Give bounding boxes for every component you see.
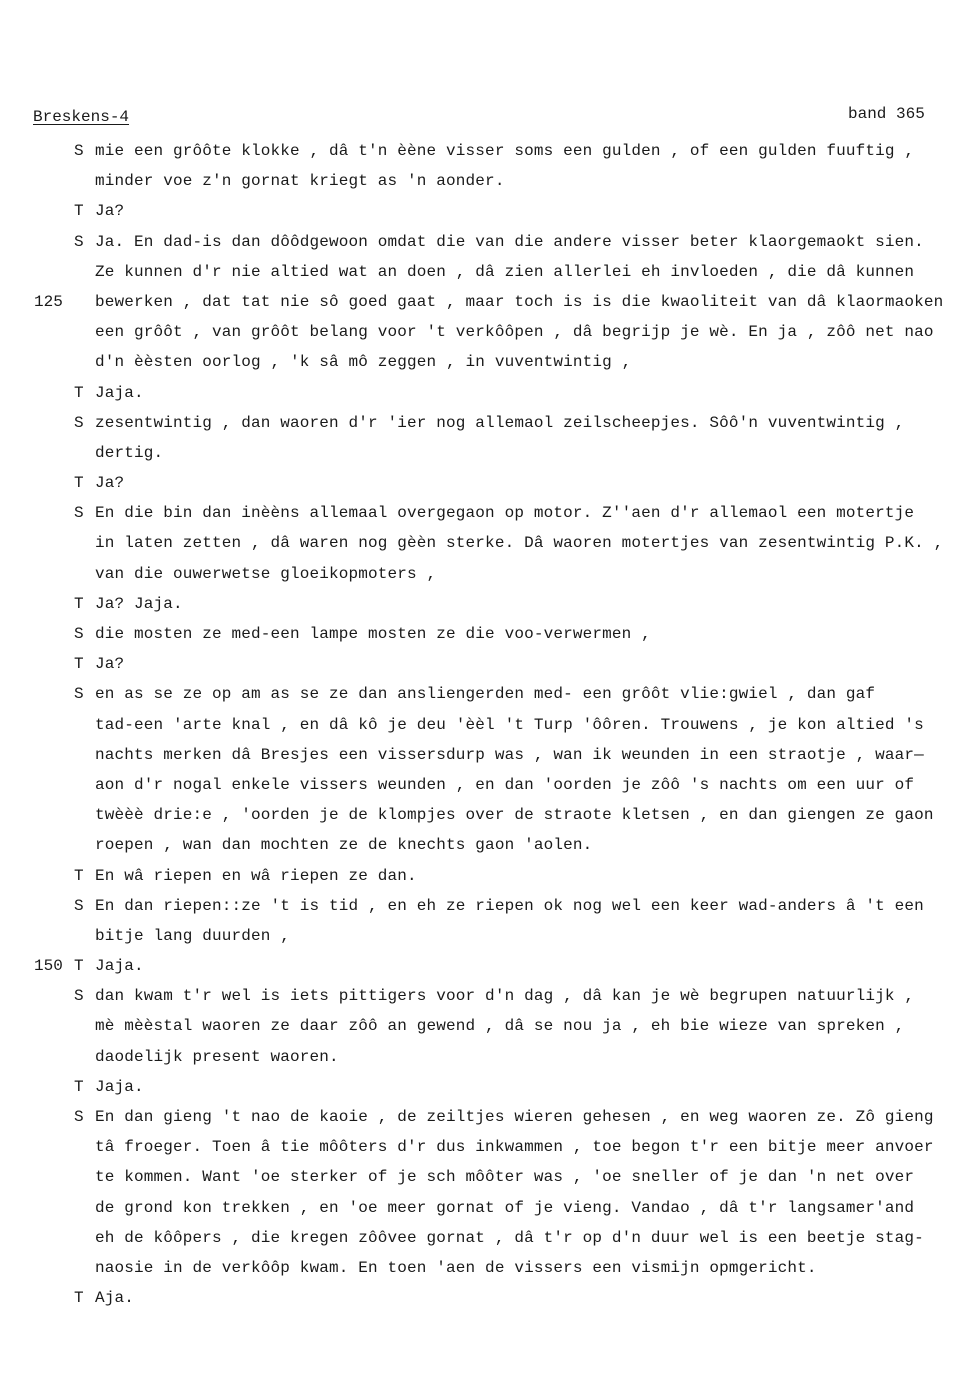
- transcript-line: [0, 861, 979, 891]
- utterance-text: En wâ riepen en wâ riepen ze dan.: [95, 866, 417, 885]
- utterance-text: d'n èèsten oorlog , 'k sâ mô zeggen , in vuventwintig ,: [95, 353, 632, 372]
- speaker-label: S: [74, 987, 84, 1006]
- utterance-text: En dan riepen::ze 't is tid , en eh ze riepen ok nog wel een keer wad-anders â 't een: [95, 896, 924, 915]
- utterance-text: minder voe z'n gornat kriegt as 'n aonder.: [95, 172, 505, 191]
- utterance-text: En die bin dan inèèns allemaal overgegaon op motor. Z''aen d'r allemaol een motertje: [95, 504, 915, 523]
- utterance-text: Aja.: [95, 1289, 135, 1308]
- utterance-text: Ja?: [95, 202, 125, 221]
- utterance-text: Ja. En dad-is dan dôôdgewoon omdat die van die andere visser beter klaorgemaokt sien.: [95, 232, 924, 251]
- utterance-text: die mosten ze med-een lampe mosten ze die voo-verwermen ,: [95, 625, 651, 643]
- transcript-line: [0, 891, 979, 921]
- transcript-line: [0, 227, 979, 257]
- transcript-line: [0, 408, 979, 438]
- transcript-line: [0, 287, 979, 317]
- transcript-line: [0, 468, 979, 498]
- speaker-label: S: [74, 504, 84, 523]
- utterance-text: Ja? Jaja.: [95, 594, 183, 613]
- transcript-line: [0, 800, 979, 830]
- transcript-body: [0, 136, 979, 1313]
- speaker-label: T: [74, 655, 84, 674]
- utterance-text: dertig.: [95, 443, 164, 462]
- utterance-text: dan kwam t'r wel is iets pittigers voor d'n dag , dâ kan je wè begrupen natuurlijk ,: [95, 987, 915, 1006]
- transcript-line: [0, 196, 979, 226]
- utterance-text: Jaja.: [95, 1077, 144, 1096]
- transcript-line: [0, 559, 979, 589]
- utterance-text: naosie in de verkôôp kwam. En toen 'aen de vissers een vismijn opmgericht.: [95, 1258, 817, 1277]
- utterance-text: tad-een 'arte knal , en dâ kô je deu 'èèl 't Turp 'ôôren. Trouwens , je kon altied 's: [95, 715, 924, 734]
- utterance-text: van die ouwerwetse gloeikopmoters ,: [95, 564, 437, 583]
- utterance-text: bewerken , dat tat nie sô goed gaat , maar toch is is die kwaoliteit van dâ klaormaoken: [95, 292, 944, 311]
- transcript-line: [0, 1011, 979, 1041]
- transcript-line: [0, 1193, 979, 1223]
- speaker-label: S: [74, 685, 84, 704]
- utterance-text: en as se ze op am as se ze dan ansliengerden med- een grôôt vlie:gwiel , dan gaf: [95, 685, 876, 704]
- transcript-line: [0, 317, 979, 347]
- transcript-line: [0, 166, 979, 196]
- tape-number: band 365: [848, 105, 925, 123]
- transcript-line: [0, 498, 979, 528]
- utterance-text: mie een grôôte klokke , dâ t'n èène visser soms een gulden , of een gulden fuuftig ,: [95, 142, 915, 160]
- speaker-label: T: [74, 474, 84, 493]
- speaker-label: T: [74, 1289, 84, 1308]
- transcript-line: [0, 589, 979, 619]
- speaker-label: T: [74, 957, 84, 976]
- utterance-text: zesentwintig , dan waoren d'r 'ier nog allemaol zeilscheepjes. Sôô'n vuventwintig ,: [95, 413, 905, 432]
- speaker-label: T: [74, 866, 84, 885]
- transcript-line: [0, 347, 979, 377]
- utterance-text: tâ froeger. Toen â tie môôters d'r dus inkwammen , toe begon t'r een bitje meer anvoer: [95, 1138, 934, 1157]
- line-number: 125: [34, 292, 63, 311]
- transcript-line: [0, 710, 979, 740]
- utterance-text: in laten zetten , dâ waren nog gèèn sterke. Dâ waoren motertjes van zesentwintig P.K. ,: [95, 534, 944, 553]
- utterance-text: Jaja.: [95, 957, 144, 976]
- transcript-line: [0, 1253, 979, 1283]
- transcript-line: [0, 136, 979, 166]
- utterance-text: te kommen. Want 'oe sterker of je sch môôter was , 'oe sneller of je dan 'n net over: [95, 1168, 915, 1187]
- utterance-text: een grôôt , van grôôt belang voor 't verkôôpen , dâ begrijp je wè. En ja , zôô net nao: [95, 323, 934, 342]
- transcript-line: [0, 951, 979, 981]
- utterance-text: Ja?: [95, 474, 125, 493]
- utterance-text: Ja?: [95, 655, 125, 674]
- speaker-label: S: [74, 142, 84, 160]
- transcript-line: [0, 528, 979, 558]
- utterance-text: Jaja.: [95, 383, 144, 402]
- line-number: 150: [34, 957, 63, 976]
- transcript-line: [0, 740, 979, 770]
- speaker-label: T: [74, 383, 84, 402]
- speaker-label: S: [74, 1108, 84, 1126]
- transcript-line: [0, 1223, 979, 1253]
- transcript-line: [0, 438, 979, 468]
- utterance-text: eh de kôôpers , die kregen zôôvee gornat , dâ t'r op d'n duur wel is een beetje stag-: [95, 1228, 924, 1247]
- transcript-line: [0, 1283, 979, 1313]
- speaker-label: S: [74, 896, 84, 915]
- utterance-text: de grond kon trekken , en 'oe meer gornat of je vieng. Vandao , dâ t'r langsamer'and: [95, 1198, 915, 1217]
- speaker-label: S: [74, 625, 84, 643]
- transcript-line: [0, 257, 979, 287]
- speaker-label: S: [74, 232, 84, 251]
- speaker-label: T: [74, 202, 84, 221]
- transcript-line: [0, 1162, 979, 1192]
- transcript-line: [0, 921, 979, 951]
- transcript-line: [0, 981, 979, 1011]
- speaker-label: T: [74, 594, 84, 613]
- transcript-line: [0, 378, 979, 408]
- utterance-text: mè mèèstal waoren ze daar zôô an gewend , dâ se nou ja , eh bie wieze van spreken ,: [95, 1017, 905, 1036]
- transcript-line: [0, 619, 979, 649]
- utterance-text: bitje lang duurden ,: [95, 926, 291, 945]
- utterance-text: En dan gieng 't nao de kaoie , de zeiltjes wieren gehesen , en weg waoren ze. Zô gieng: [95, 1108, 934, 1126]
- speaker-label: T: [74, 1077, 84, 1096]
- utterance-text: nachts merken dâ Bresjes een vissersdurp was , wan ik weunden in een straotje , waar—: [95, 745, 924, 764]
- transcript-line: [0, 679, 979, 709]
- utterance-text: roepen , wan dan mochten ze de knechts gaon 'aolen.: [95, 836, 593, 855]
- transcript-line: [0, 1102, 979, 1132]
- utterance-text: daodelijk present waoren.: [95, 1047, 339, 1066]
- transcript-line: [0, 830, 979, 860]
- transcript-line: [0, 649, 979, 679]
- transcript-line: [0, 1132, 979, 1162]
- utterance-text: Ze kunnen d'r nie altied wat an doen , dâ zien allerlei eh invloeden , die dâ kunnen: [95, 262, 915, 281]
- utterance-text: aon d'r nogal enkele vissers weunden , en dan 'oorden je zôô 's nachts om een uur of: [95, 775, 915, 794]
- speaker-label: S: [74, 413, 84, 432]
- transcript-line: [0, 1072, 979, 1102]
- utterance-text: twèèè drie:e , 'oorden je de klompjes over de straote kletsen , en dan giengen ze gaon: [95, 806, 934, 825]
- transcript-line: [0, 1042, 979, 1072]
- transcript-line: [0, 770, 979, 800]
- document-title: Breskens-4: [33, 108, 130, 126]
